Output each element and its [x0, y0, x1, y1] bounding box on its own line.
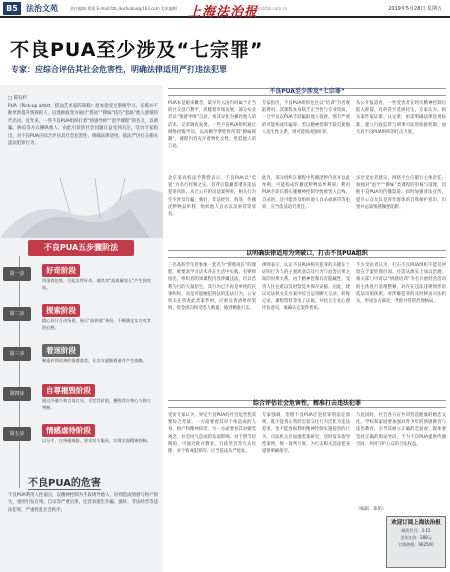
- step-text: 制造若即若离的情感落差，让女方逐渐着迷并产生依赖。: [42, 358, 147, 363]
- bottom-col1: 受访专家认为，界定不良PUA的社会危害性需要综合考量。一方面要看其对个体造成的人身、财产和精神损害，另一方面要看其对婚恋观念、社会风气造成的负面影响。对于情节轻微的，可通过批评教育、行政处罚等方式处理；对于构成犯罪的，应当依法从严惩处。: [168, 413, 256, 455]
- step-title: 自尊摧毁阶段: [42, 384, 95, 397]
- harm-text: 不良PUA利用人性弱点，以精神控制为手段诱导他人，轻则造成情感与财产损失，重则引发自残、自杀等严重后果，还容易滋生诈骗、强奸、非法经营等违法犯罪，严重扰乱社会秩序。: [8, 493, 158, 513]
- bottom-col2: 专家强调，治理不良PUA应坚持罪刑法定原则，既不能将正常的恋爱交往行为泛化为违法犯罪，也不能放纵利用精神控制实施侵害的行为。司法机关应加强类案研究，适时发布指导性案例，统一裁判尺度，为打击相关违法犯罪提供明确指引。: [262, 413, 350, 455]
- body-col2-top: 专家指出，不良PUA组织往往以“培训”为名收取费用，其课程本身缺乏正当性与专业资质。一旦学员以PUA手段骗取他人钱财，情节严重的可能构成诈骗罪；若以精神控制手段迫使他人发生性关系，则可能构成强奸罪。: [262, 101, 350, 135]
- page-header: [0, 0, 450, 18]
- step-title: 好奇阶段: [42, 264, 80, 277]
- page-number-badge: B5: [3, 2, 21, 15]
- body-col1-top: PUA本是舶来概念，最早传入国内时属于正当的社交技巧教学，但随着市场发展，部分从业者以“情感导师”自居，将其异化为操控他人的话术。记者调查发现，一些不良PUA组织通过网络招揽学员，以高额学费兜售所谓“撩妹秘籍”，课程内容充斥着物化女性、贬低他人的言论。: [168, 101, 256, 150]
- step-text: 以分手、自残相威胁，要求对方服从，实现全面精神控制。: [42, 438, 151, 443]
- section-bar-top: 不良PUA至少涉及“七宗罪”: [168, 88, 446, 96]
- step-title: 探索阶段: [42, 304, 80, 317]
- body-col2-bottom: 此外，部分组织在课程中传播淫秽内容并以此牟利，可能构成传播淫秽物品牟利罪；利用PUA手段长期实施精神控制导致被害人自残、自杀的，还可能涉及组织他人自杀或虐待等犯罪，应当依法追究责任。: [262, 176, 350, 210]
- subscription-ad: [386, 516, 446, 568]
- harm-title: 不良PUA的危害: [28, 474, 101, 490]
- step-badge: 第五步: [3, 427, 31, 441]
- editor-note: （编辑：郑铭）: [356, 507, 387, 512]
- article-subhead: 专家：应综合评估其社会危害性，明确法律适用严打违法犯罪: [11, 65, 227, 74]
- step-badge: 第三步: [3, 347, 31, 361]
- section-bar-middle: 以明确法律适用为突破口，打击不良PUA组织: [168, 250, 446, 258]
- mid-col1: 三名高校学生曾参加一套名为“情感成长”的课程，被要求学习话术并在生活中实践。有律师指出，组织者明知课程内容涉嫌违法，仍以营利为目的大量招生，其行为已不再是单纯的民事纠纷，而是可能触犯刑法的违法行为。公安机关在侦查此类案件时，应重点查清组织架构、资金流向和受害人数量，做到精准打击。: [168, 263, 256, 312]
- body-col1-bottom: 北京某高校法学教授表示，不良PUA以“恋爱”为名行控制之实，其背后隐藏着诸多违法犯罪风险。从已公开的司法案例看，相关行为至少涉及诈骗、强奸、非法经营、侮辱、传播淫秽物品牟利、组织他人自杀以及虐待等罪名。: [168, 176, 256, 218]
- ad-line: 全年订价：288元: [400, 535, 432, 540]
- section-bar-bottom: 综合评估社会危害性，精准打击违法犯罪: [168, 400, 446, 408]
- editor-line: 责任编辑 郑铭 E-mail:fzb_dushubao@163.com 美术编辑: [70, 6, 177, 11]
- ad-title: 欢迎订阅上海法治报: [391, 520, 441, 526]
- step-5: [3, 422, 161, 472]
- step-title: 情感虐待阶段: [42, 424, 95, 437]
- body-col3-top: 从公开报道看，一些受害者在经历精神控制后陷入抑郁，有的甚至选择轻生。专家认为，相关案件取证难、认定难，亟需明确法律适用标准，建立行政监管与刑事司法的衔接机制，加大对不良PUA组织的打击力度。: [356, 101, 446, 135]
- step-text: 用金钱包装、引起女性好奇，使其对“高质量男人”产生探究欲。: [42, 278, 152, 290]
- newspaper-masthead: 上海法治报: [188, 5, 259, 20]
- article-byline: □ 陈钰杉: [8, 96, 28, 101]
- step-text: 通过冷暴力和言语打压，否定其价值，摧毁其自尊心与独立判断。: [42, 398, 151, 410]
- section-name: 法治文苑: [26, 4, 58, 13]
- step-badge: 第四步: [3, 387, 31, 401]
- article-headline: 不良PUA至少涉及“七宗罪”: [10, 39, 264, 61]
- mid-col3: 不少受访者认为，打击不良PUA组织不能仅停留在个案处理层面，还需从源头上加以治理。相关部门可对以“情感培训”为名开展经营活动的主体进行清理整顿，对存在违法违规情形的依法吊销执照，对涉嫌犯罪的及时移送司法机关，形成多方联动、齐抓共管的治理格局。: [356, 263, 446, 305]
- step-title: 着迷阶段: [42, 344, 80, 357]
- sidebar-title: 不良PUA五步骤阶法: [28, 240, 134, 256]
- step-badge: 第二步: [3, 307, 31, 321]
- body-col3-bottom: 多位受访者建议，网络平台应履行主体责任，加强对“泡学”“撩妹”类课程的审核与清理，切断不良PUA的传播渠道；同时加强普法宣传，提升公众尤其是青年群体的自我保护意识，识别并远离情感操控陷阱。: [356, 176, 446, 210]
- bottom-col3: 与此同时，社会各方应共同营造健康的婚恋文化。学校和家庭要加强对青少年的情感教育与法治教育，引导其树立正确的恋爱观；媒体要坚持正确的舆论导向，不为不良PUA提供传播空间，共同守护公众的合法权益。: [356, 413, 446, 447]
- step-text: 精心设计互动场景，展示“高价值”身份，不断满足女方对其的幻想。: [42, 318, 152, 330]
- hands-illustration: [0, 178, 163, 238]
- issue-date: 2019年5月28日 星期五: [388, 6, 442, 12]
- ad-line: 邮发代号：3-15: [401, 528, 431, 533]
- mid-col2: 律师表示，认定不良PUA相关犯罪的关键在于证明行为人的主观故意以及行为与危害后果之间的因果关系。由于精神控制具有隐蔽性，受害人往往难以及时察觉并保存证据。因此，建议司法机关在办案中综合运用聊天记录、转账记录、课程资料等电子证据，并结合专业心理评估意见，准确认定案件性质。: [262, 263, 350, 312]
- step-badge: 第一步: [3, 267, 31, 281]
- article-intro: PUA（Pick-up artist，搭讪艺术家的简称）原本指受过系统学习、实践并不断更新提升情商的人，后逐渐演变为通过“搭讪”“撩妹”技巧“套路”他人感情的代名词。近年来，一些不良PUA组织打着“情感导师”“泡学课程”的名义，以诱骗、胁迫等方式操纵他人，由此引发的社会问题日益受到关注。受访专家指出，对不良PUA应综合评估其社会危害性，明确法律适用，依法严厉打击相关违法犯罪行为。: [8, 104, 158, 147]
- ad-line: 订阅热线：962500: [398, 542, 434, 547]
- masthead-url: www.shfzb.com.cn: [250, 6, 288, 11]
